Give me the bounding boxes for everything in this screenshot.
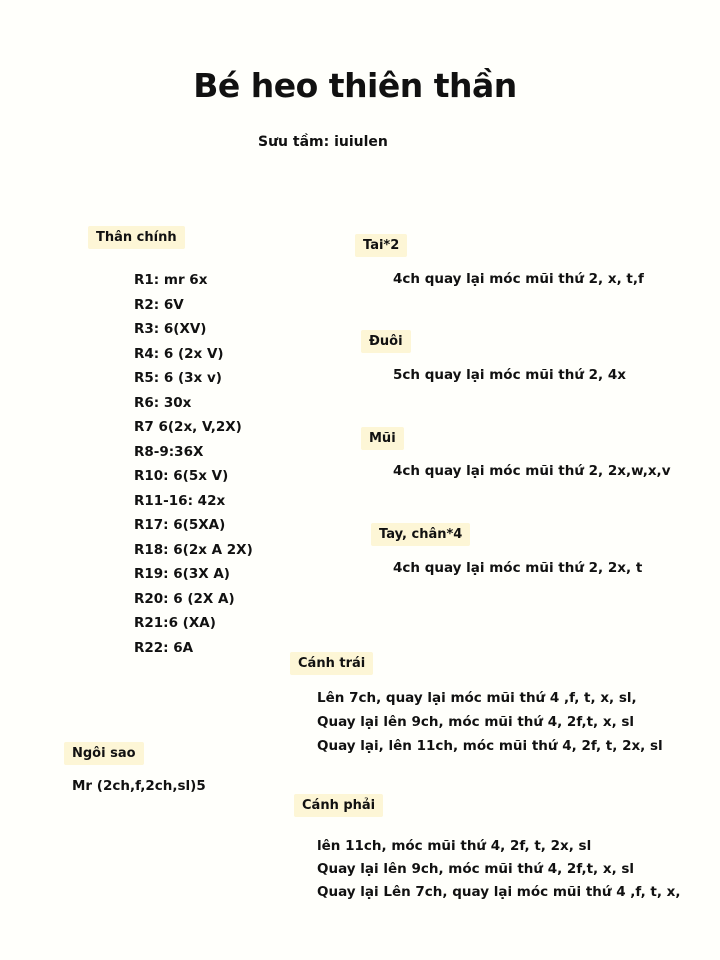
page-title: Bé heo thiên thần [193, 66, 517, 105]
tail-instruction: 5ch quay lại móc mũi thứ 2, 4x [393, 367, 626, 383]
left-wing-line: Quay lại, lên 11ch, móc mũi thứ 4, 2f, t, 2x, sl [317, 738, 663, 754]
star-instruction: Mr (2ch,f,2ch,sl)5 [72, 778, 206, 794]
row-item: R7 6(2x, V,2X) [134, 419, 242, 435]
row-item: R21:6 (XA) [134, 615, 216, 631]
row-item: R22: 6A [134, 639, 194, 656]
body-rows-list [134, 268, 253, 660]
section-label-right-wing: Cánh phải [294, 794, 383, 817]
ear-instruction: 4ch quay lại móc mũi thứ 2, x, t,f [393, 271, 644, 287]
row-item: R6: 30x [134, 394, 192, 411]
section-label-left-wing: Cánh trái [290, 652, 373, 675]
nose-instruction: 4ch quay lại móc mũi thứ 2, 2x,w,x,v [393, 463, 671, 479]
row-item: R17: 6(5XA) [134, 517, 226, 533]
row-item: R1: mr 6x [134, 272, 208, 288]
section-label-nose: Mũi [361, 427, 404, 450]
section-label-body: Thân chính [88, 226, 185, 249]
section-label-limbs: Tay, chân*4 [371, 523, 470, 546]
row-item: R2: 6V [134, 296, 184, 313]
row-item: R5: 6 (3x v) [134, 370, 222, 386]
section-label-star: Ngôi sao [64, 742, 144, 765]
row-item: R4: 6 (2x V) [134, 345, 224, 362]
right-wing-line: lên 11ch, móc mũi thứ 4, 2f, t, 2x, sl [317, 838, 592, 854]
row-item: R18: 6(2x A 2X) [134, 541, 253, 558]
row-item: R8-9:36X [134, 443, 204, 460]
left-wing-line: Lên 7ch, quay lại móc mũi thứ 4 ,f, t, x, sl, [317, 690, 637, 706]
row-item: R19: 6(3X A) [134, 566, 230, 582]
row-item: R10: 6(5x V) [134, 468, 229, 484]
section-label-ear: Tai*2 [355, 234, 407, 257]
left-wing-line: Quay lại lên 9ch, móc mũi thứ 4, 2f,t, x, sl [317, 714, 635, 730]
section-label-tail: Đuôi [361, 330, 411, 353]
row-item: R20: 6 (2X A) [134, 590, 235, 607]
row-item: R11-16: 42x [134, 492, 226, 509]
row-item: R3: 6(XV) [134, 321, 207, 337]
limbs-instruction: 4ch quay lại móc mũi thứ 2, 2x, t [393, 560, 643, 576]
right-wing-line: Quay lại lên 9ch, móc mũi thứ 4, 2f,t, x, sl [317, 861, 635, 877]
credit-line: Sưu tầm: iuiulen [258, 134, 388, 150]
right-wing-line: Quay lại Lên 7ch, quay lại móc mũi thứ 4 ,f, t, x, [317, 884, 681, 900]
